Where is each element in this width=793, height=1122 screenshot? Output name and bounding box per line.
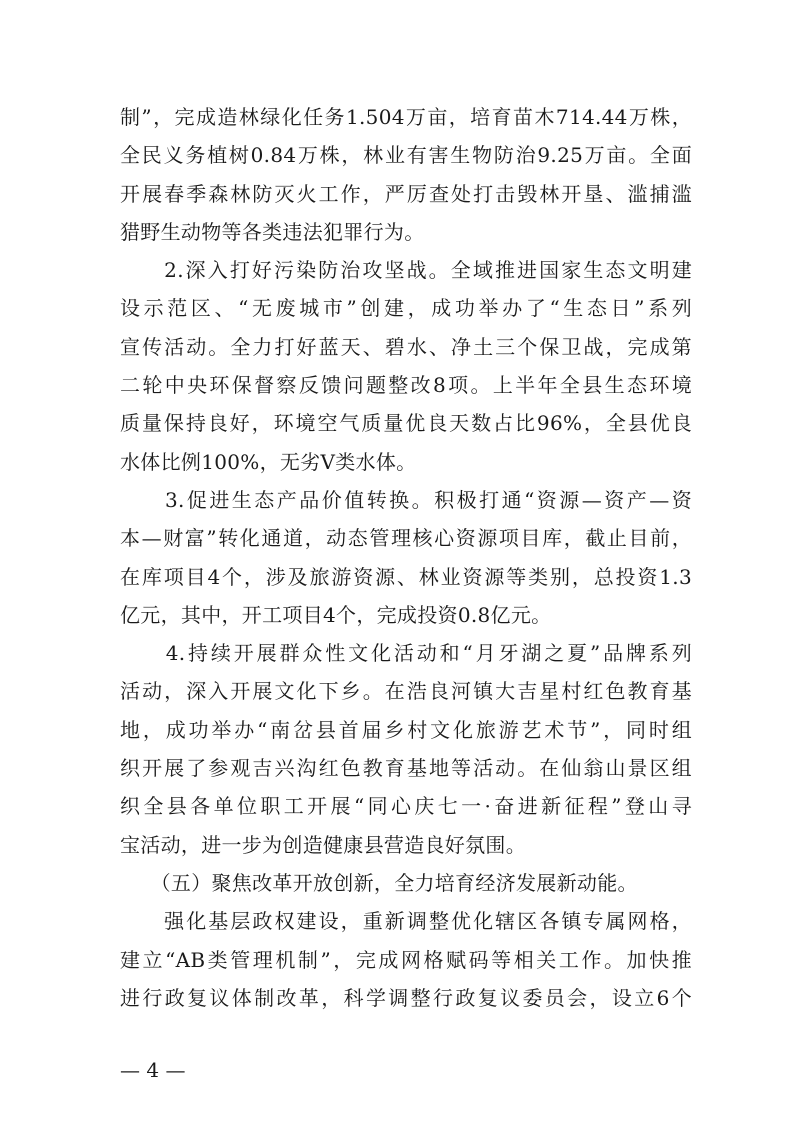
text-line: 本—财富”转化通道，动态管理核心资源项目库，截止目前，: [120, 526, 692, 551]
section-heading: （五）聚焦改革开放创新，全力培育经济发展新动能。: [120, 870, 638, 895]
text-line: 宝活动，进一步为创造健康县营造良好氛围。: [120, 832, 526, 857]
text-line: 亿元，其中，开工项目4个，完成投资0.8亿元。: [120, 602, 552, 627]
body-text: [120, 98, 692, 1017]
text-line: 地，成功举办“南岔县首届乡村文化旅游艺术节”，同时组: [120, 717, 692, 742]
text-line: 水体比例100%，无劣Ⅴ类水体。: [120, 449, 417, 474]
text-line: 强化基层政权建设，重新调整优化辖区各镇专属网格，: [120, 909, 692, 934]
text-line: 质量保持良好，环境空气质量优良天数占比96%，全县优良: [120, 411, 692, 436]
text-line: 猎野生动物等各类违法犯罪行为。: [120, 219, 425, 244]
text-line: 2.深入打好污染防治攻坚战。全域推进国家生态文明建: [120, 258, 692, 283]
text-line: 织全县各单位职工开展“同心庆七一·奋进新征程”登山寻: [120, 794, 692, 819]
text-line: 在库项目4个，涉及旅游资源、林业资源等类别，总投资1.3: [120, 564, 692, 589]
text-line: 织开展了参观吉兴沟红色教育基地等活动。在仙翁山景区组: [120, 756, 692, 781]
text-line: 建立“AB类管理机制”，完成网格赋码等相关工作。加快推: [120, 947, 692, 972]
page-number: — 4 —: [120, 1058, 186, 1082]
text-line: 制”，完成造林绿化任务1.504万亩，培育苗木714.44万株，: [120, 105, 692, 129]
text-line: 全民义务植树0.84万株，林业有害生物防治9.25万亩。全面: [120, 143, 692, 168]
text-line: 活动，深入开展文化下乡。在浩良河镇大吉星村红色教育基: [120, 679, 692, 704]
text-line: 宣传活动。全力打好蓝天、碧水、净土三个保卫战，完成第: [120, 334, 692, 359]
text-line: 二轮中央环保督察反馈问题整改8项。上半年全县生态环境: [120, 373, 692, 398]
text-line: 3.促进生态产品价值转换。积极打通“资源—资产—资: [120, 487, 692, 512]
text-line: 4.持续开展群众性文化活动和“月牙湖之夏”品牌系列: [120, 641, 692, 666]
text-line: 设示范区、“无废城市”创建，成功举办了“生态日”系列: [120, 296, 692, 321]
text-line: 开展春季森林防灭火工作，严厉查处打击毁林开垦、滥捕滥: [120, 181, 692, 206]
text-line: 进行政复议体制改革，科学调整行政复议委员会，设立6个: [120, 985, 692, 1010]
